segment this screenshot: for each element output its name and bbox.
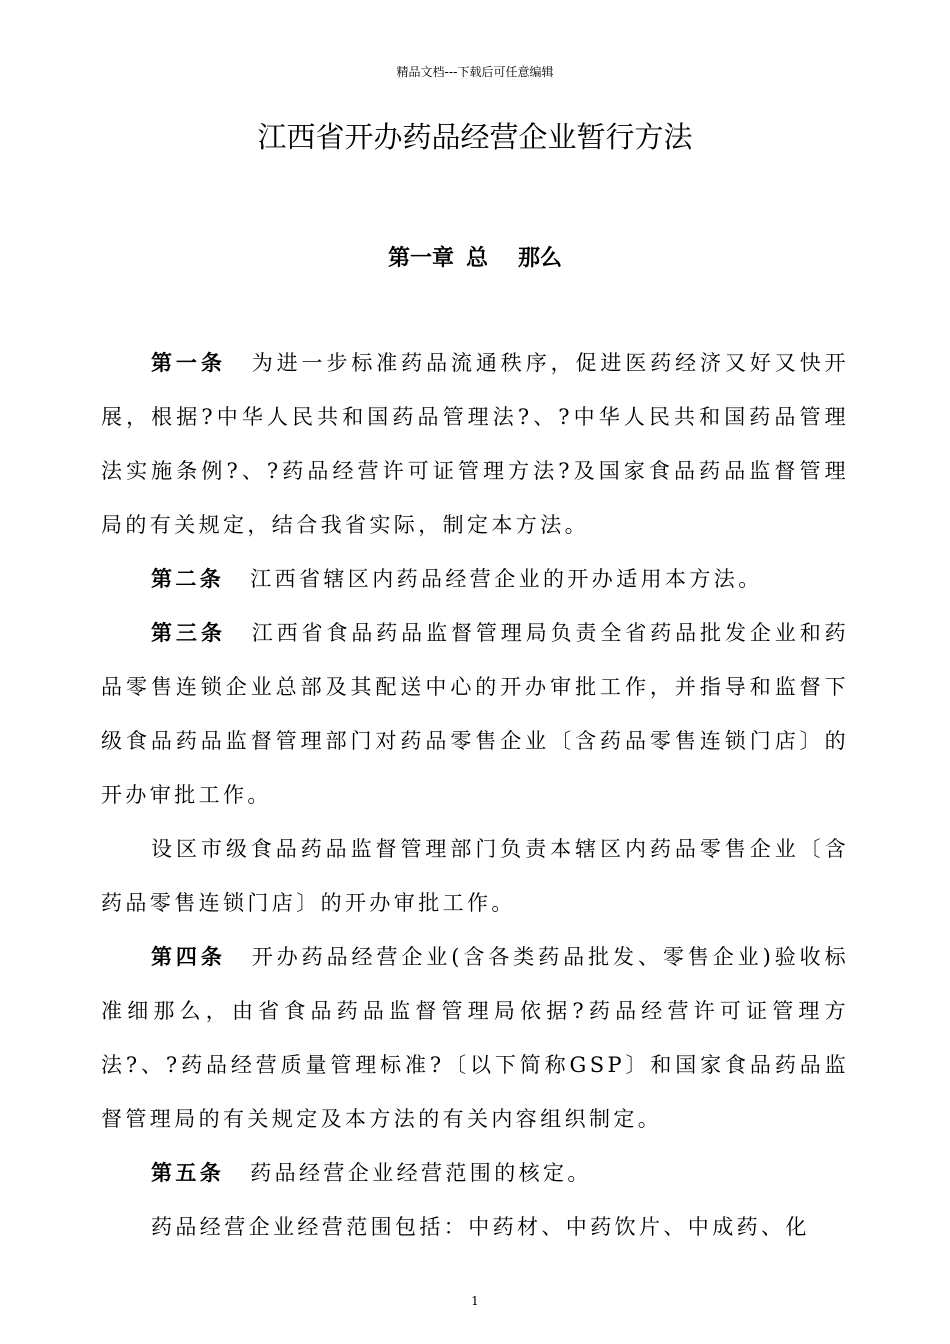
article-3-text: 江西省食品药品监督管理局负责全省药品批发企业和药品零售连锁企业总部及其配送中心的开办审批工作，并指导和监督下级食品药品监督管理部门对药品零售企业〔含药品零售连锁门店〕的开办审批工作。 [101, 621, 849, 807]
article-1-paragraph [101, 336, 849, 552]
article-1-text: 为进一步标准药品流通秩序，促进医药经济又好又快开展，根据?中华人民共和国药品管理法?、?中华人民共和国药品管理法实施条例?、?药品经营许可证管理方法?及国家食品药品监督管理局的有关规定，结合我省实际，制定本方法。 [101, 351, 849, 537]
page-header-watermark: 精品文档---下载后可任意编辑 [396, 65, 554, 79]
article-5-text: 药品经营企业经营范围的核定。 [250, 1161, 592, 1185]
article-4-label: 第四条 [151, 944, 226, 969]
article-2-text: 江西省辖区内药品经营企业的开办适用本方法。 [250, 567, 763, 591]
chapter-name-part1: 总 [465, 245, 488, 271]
article-1-label: 第一条 [151, 350, 226, 375]
chapter-heading [0, 242, 950, 274]
document-body [101, 336, 849, 1254]
article-5-continuation-paragraph [101, 1200, 849, 1254]
page-number: 1 [471, 1294, 479, 1308]
article-5-label: 第五条 [151, 1160, 225, 1185]
chapter-label: 第一章 [387, 245, 454, 271]
article-5-continuation-text: 药品经营企业经营范围包括：中药材、中药饮片、中成药、化 [151, 1215, 810, 1239]
article-3-paragraph [101, 606, 849, 822]
article-4-paragraph [101, 930, 849, 1146]
chapter-name-part2: 那么 [518, 245, 563, 271]
document-title: 江西省开办药品经营企业暂行方法 [257, 120, 693, 154]
article-3-label: 第三条 [151, 620, 226, 645]
article-4-text: 开办药品经营企业(含各类药品批发、零售企业)验收标准细那么，由省食品药品监督管理局依据?药品经营许可证管理方法?、?药品经营质量管理标准?〔以下简称GSP〕和国家食品药品监督管理局的有关规定及本方法的有关内容组织制定。 [101, 945, 850, 1131]
article-5-paragraph [101, 1146, 849, 1200]
article-2-paragraph [101, 552, 849, 606]
article-3-continuation-text: 设区市级食品药品监督管理部门负责本辖区内药品零售企业〔含药品零售连锁门店〕的开办审批工作。 [101, 837, 849, 915]
article-3-continuation-paragraph [101, 822, 849, 930]
article-2-label: 第二条 [151, 566, 225, 591]
